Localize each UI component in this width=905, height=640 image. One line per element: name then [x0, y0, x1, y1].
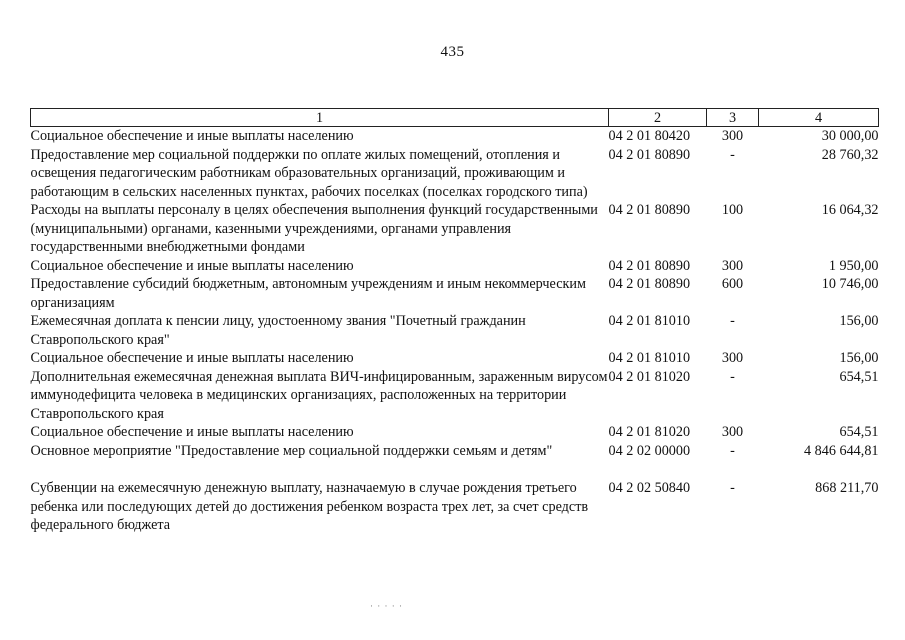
row-amount: 4 846 644,81 [804, 442, 879, 459]
row-description: Ежемесячная доплата к пенсии лицу, удостоенному звания "Почетный гражданин Ставропольского края" [30, 313, 526, 348]
table-row [31, 275, 879, 312]
row-expense-type: 300 [721, 350, 744, 366]
page-number: 435 [440, 44, 465, 60]
row-description: Субвенции на ежемесячную денежную выплату, назначаемую в случае рождения третьего ребенка или последующих детей до достижения ребенком возраста трех лет, за счет средств федерального бюджета [30, 480, 589, 533]
row-expense-type: 600 [721, 276, 744, 292]
budget-table [30, 108, 879, 535]
row-code: 04 2 01 80420 [608, 128, 691, 144]
row-expense-type: - [730, 313, 735, 329]
row-code: 04 2 02 00000 [608, 442, 691, 459]
row-amount: 16 064,32 [821, 202, 879, 218]
row-spacer-cell [31, 460, 879, 479]
row-amount: 654,51 [839, 424, 879, 440]
row-code: 04 2 01 81020 [608, 368, 691, 385]
column-header-4: 4 [759, 109, 879, 127]
row-expense-type: - [730, 368, 735, 385]
row-expense-type: 300 [721, 424, 744, 440]
column-header-3: 3 [707, 109, 759, 127]
row-amount: 654,51 [839, 368, 879, 385]
row-code: 04 2 01 80890 [608, 202, 691, 218]
row-expense-type: 100 [721, 202, 744, 218]
row-code: 04 2 01 80890 [608, 276, 691, 292]
column-header-1: 1 [31, 109, 609, 127]
header-row [31, 109, 879, 127]
column-header-2: 2 [609, 109, 707, 127]
row-expense-type: - [730, 442, 735, 459]
row-amount: 156,00 [839, 313, 879, 329]
row-amount: 30 000,00 [821, 128, 879, 144]
row-code: 04 2 01 81010 [608, 350, 691, 366]
row-amount: 10 746,00 [821, 276, 879, 292]
table-row [31, 349, 879, 368]
row-description: Расходы на выплаты персоналу в целях обеспечения выполнения функций государственными (муниципальными) органами, казенными учреждениями, органами управления государственными внебюджетными фондами [30, 202, 598, 255]
row-code: 04 2 01 80890 [608, 257, 691, 274]
table-row [31, 442, 879, 461]
row-amount: 1 950,00 [828, 257, 879, 274]
row-code: 04 2 01 80890 [608, 146, 691, 163]
row-description: Социальное обеспечение и иные выплаты населению [30, 424, 354, 440]
row-expense-type: 300 [721, 257, 744, 274]
table-row [31, 201, 879, 257]
row-description: Социальное обеспечение и иные выплаты населению [30, 350, 354, 366]
scan-artifact-mark: · · · · · [370, 601, 403, 611]
table-row [31, 146, 879, 202]
row-description: Социальное обеспечение и иные выплаты населению [30, 128, 354, 144]
table-row [31, 127, 879, 146]
table-header [31, 109, 879, 127]
table-row [31, 312, 879, 349]
row-amount: 868 211,70 [815, 480, 879, 496]
row-expense-type: - [730, 146, 735, 163]
table-row [31, 257, 879, 276]
row-code: 04 2 01 81020 [608, 424, 691, 440]
row-spacer [31, 460, 879, 479]
row-amount: 28 760,32 [821, 146, 879, 163]
row-description: Социальное обеспечение и иные выплаты населению [30, 257, 354, 274]
row-code: 04 2 01 81010 [608, 313, 691, 329]
row-code: 04 2 02 50840 [608, 480, 691, 496]
row-description: Основное мероприятие "Предоставление мер социальной поддержки семьям и детям" [30, 442, 553, 459]
row-amount: 156,00 [839, 350, 879, 366]
row-description: Предоставление субсидий бюджетным, автономным учреждениям и иным некоммерческим организациям [30, 276, 586, 311]
table-row [31, 479, 879, 535]
table-body [31, 127, 879, 535]
table-row [31, 368, 879, 424]
row-expense-type: - [730, 480, 735, 496]
row-description: Предоставление мер социальной поддержки по оплате жилых помещений, отопления и освещения педагогическим работникам образовательных организаций, проживающим и работающим в сельских населенных пунктах, рабочих поселках (поселках городского типа) [30, 146, 588, 200]
row-expense-type: 300 [721, 128, 744, 144]
row-description: Дополнительная ежемесячная денежная выплата ВИЧ-инфицированным, зараженным вирусом иммунодефицита человека в медицинских организациях, расположенных на территории Ставропольского края [30, 368, 608, 422]
table-row [31, 423, 879, 442]
